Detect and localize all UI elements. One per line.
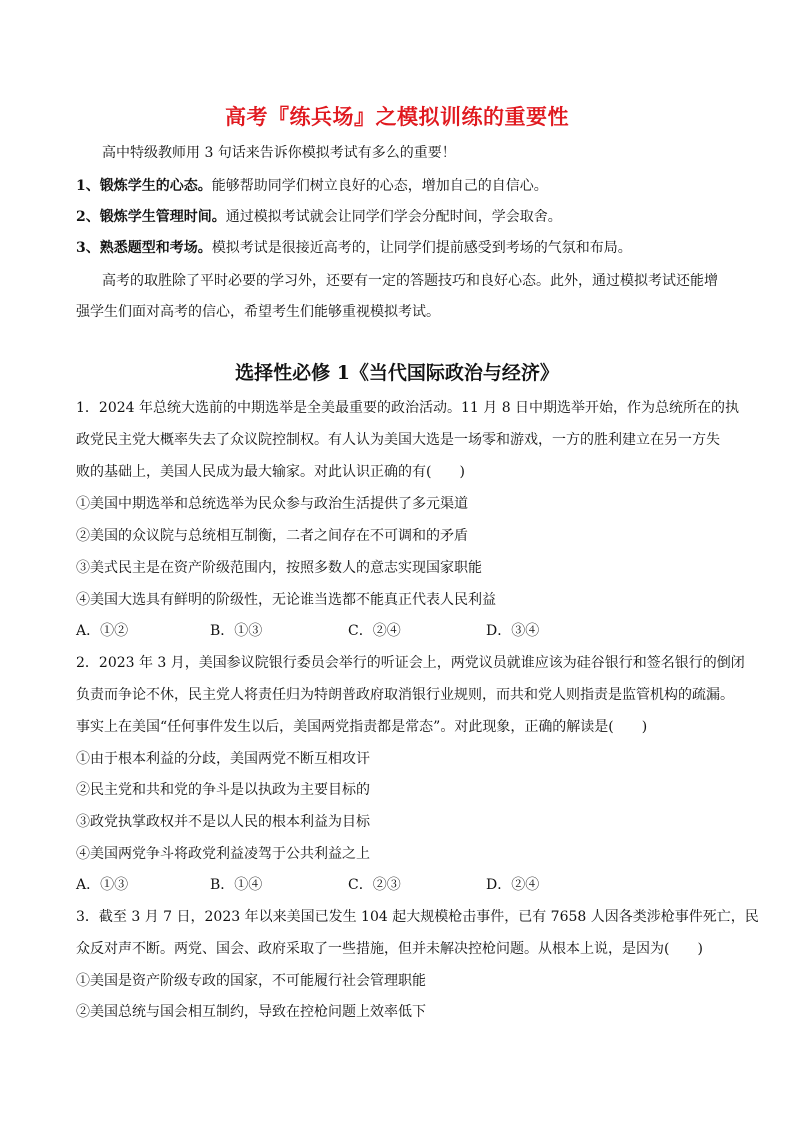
question-2-statement: ②民主党和共和党的争斗是以执政为主要目标的 — [76, 782, 370, 798]
question-2-line: 负责而争论不休，民主党人将责任归为特朗普政府取消银行业规则，而共和党人则指责是监管机构的疏漏。 — [76, 687, 734, 703]
intro-point-text: 通过模拟考试就会让同学们学会分配时间，学会取舍。 — [225, 209, 562, 225]
question-3-statement: ①美国是资产阶级专政的国家，不可能履行社会管理职能 — [76, 973, 426, 989]
question-1-statement: ③美式民主是在资产阶级范围内，按照多数人的意志实现国家职能 — [76, 560, 482, 576]
option-b: B．①④ — [210, 877, 263, 893]
question-2-line: 事实上在美国“任何事件发生以后，美国两党指责都是常态”。对此现象，正确的解读是( ) — [76, 719, 648, 735]
intro-closing-line: 强学生们面对高考的信心，希望考生们能够重视模拟考试。 — [76, 304, 440, 320]
intro-point-label: 2、锻炼学生管理时间。 — [76, 209, 226, 225]
intro-point-text: 模拟考试是很接近高考的，让同学们提前感受到考场的气氛和布局。 — [211, 240, 632, 256]
intro-point-1 — [76, 176, 548, 196]
option-c: C．②③ — [348, 877, 401, 893]
question-1-statement: ①美国中期选举和总统选举为民众参与政治生活提供了多元渠道 — [76, 496, 468, 512]
question-2-statement: ③政党执掌政权并不是以人民的根本利益为目标 — [76, 814, 370, 830]
question-1-line: 1．2024 年总统大选前的中期选举是全美最重要的政治活动。11 月 8 日中期选举开始，作为总统所在的执 — [76, 400, 740, 416]
intro-lead: 高中特级教师用 3 句话来告诉你模拟考试有多么的重要！ — [102, 145, 456, 161]
question-3-line: 3．截至 3 月 7 日，2023 年以来美国已发生 104 起大规模枪击事件，已有 7658 人因各类涉枪事件死亡，民 — [76, 909, 759, 925]
question-2-statement: ④美国两党争斗将政党利益凌驾于公共利益之上 — [76, 846, 370, 862]
intro-point-2 — [76, 207, 562, 227]
intro-closing-line: 高考的取胜除了平时必要的学习外，还要有一定的答题技巧和良好心态。此外，通过模拟考试还能增 — [102, 273, 718, 289]
question-1-statement: ④美国大选具有鲜明的阶级性，无论谁当选都不能真正代表人民利益 — [76, 592, 496, 608]
intro-point-3 — [76, 238, 632, 258]
option-c: C．②④ — [348, 623, 401, 639]
question-3-line: 众反对声不断。两党、国会、政府采取了一些措施，但并未解决控枪问题。从根本上说，是因为( ) — [76, 941, 703, 957]
intro-point-label: 3、熟悉题型和考场。 — [76, 240, 212, 256]
question-2-line: 2．2023 年 3 月，美国参议院银行委员会举行的听证会上，两党议员就谁应该为硅谷银行和签名银行的倒闭 — [76, 655, 745, 671]
question-1-line: 败的基础上，美国人民成为最大输家。对此认识正确的有( ) — [76, 464, 465, 480]
option-a: A．①③ — [76, 877, 129, 893]
option-b: B．①③ — [210, 623, 263, 639]
intro-point-label: 1、锻炼学生的心态。 — [76, 178, 212, 194]
option-d: D．②④ — [486, 877, 540, 893]
option-a: A．①② — [76, 623, 129, 639]
document-title: 高考『练兵场』之模拟训练的重要性 — [225, 105, 569, 129]
intro-point-text: 能够帮助同学们树立良好的心态，增加自己的自信心。 — [211, 178, 548, 194]
question-1-statement: ②美国的众议院与总统相互制衡，二者之间存在不可调和的矛盾 — [76, 528, 468, 544]
section-title: 选择性必修 1《当代国际政治与经济》 — [235, 362, 559, 384]
question-2-statement: ①由于根本利益的分歧，美国两党不断互相攻讦 — [76, 751, 370, 767]
option-d: D．③④ — [486, 623, 540, 639]
question-1-line: 政党民主党大概率失去了众议院控制权。有人认为美国大选是一场零和游戏，一方的胜利建立在另一方失 — [76, 432, 720, 448]
question-3-statement: ②美国总统与国会相互制约，导致在控枪问题上效率低下 — [76, 1004, 426, 1020]
